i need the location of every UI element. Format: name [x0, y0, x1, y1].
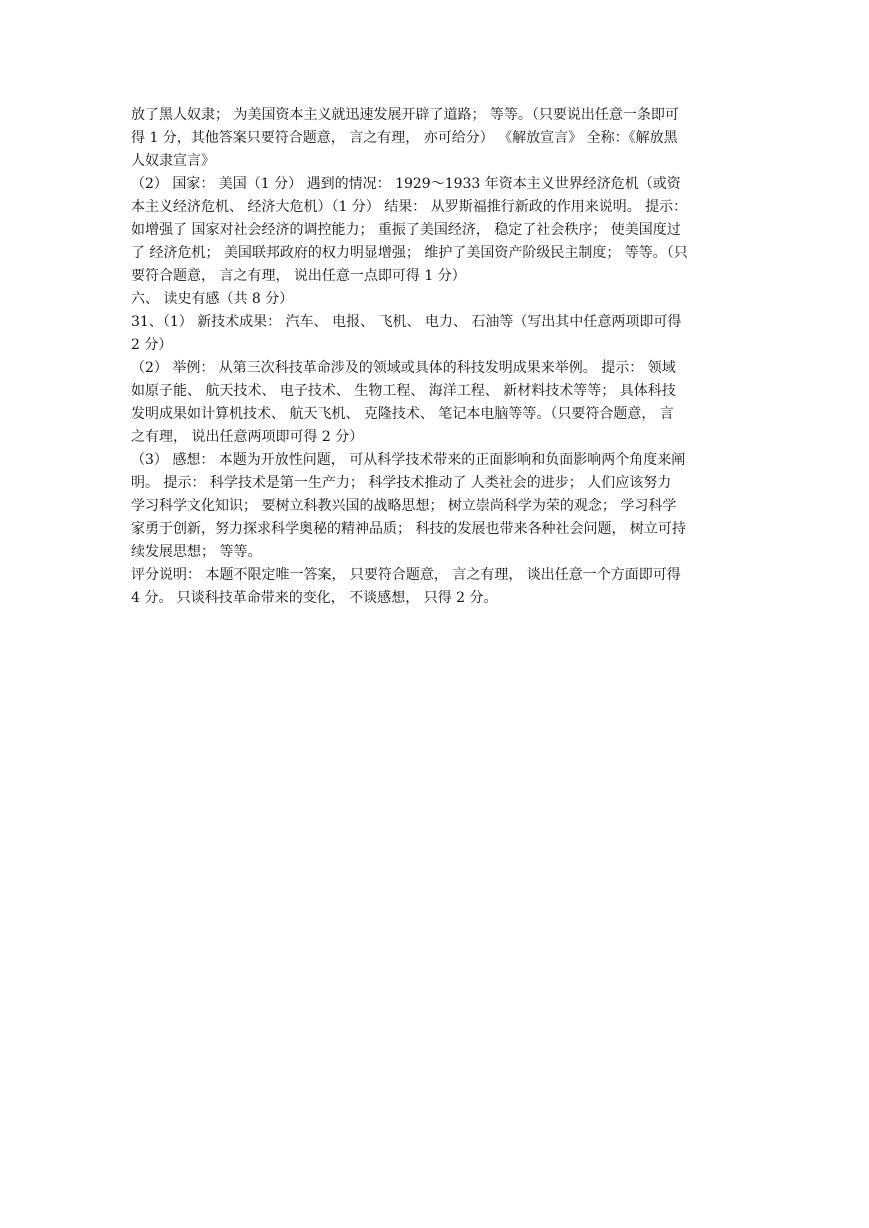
text-line: （2） 国家： 美国（1 分） 遇到的情况： 1929～1933 年资本主义世界经济危机（或资	[131, 176, 681, 192]
text-line: 31、（1） 新技术成果： 汽车、 电报、 飞机、 电力、 石油等（写出其中任意两项即可得	[131, 314, 682, 330]
text-line: （2） 举例： 从第三次科技革命涉及的领域或具体的科技发明成果来举例。 提示： 领域	[131, 360, 676, 376]
text-line: 2 分）	[131, 337, 173, 353]
text-line: 如原子能、 航天技术、 电子技术、 生物工程、 海洋工程、 新材料技术等等； 具体科技	[131, 383, 676, 399]
text-line: 了 经济危机； 美国联邦政府的权力明显增强； 维护了美国资产阶级民主制度； 等等。（只	[131, 245, 688, 261]
text-line: 得 1 分，其他答案只要符合题意， 言之有理， 亦可给分） 《解放宣言》 全称：《解放黑	[131, 130, 678, 146]
text-line: 如增强了 国家对社会经济的调控能力； 重振了美国经济， 稳定了社会秩序； 使美国度过	[131, 222, 681, 238]
text-line: 学习科学文化知识； 要树立科教兴国的战略思想； 树立崇尚科学为荣的观念； 学习科学	[131, 498, 677, 514]
text-line: 要符合题意， 言之有理， 说出任意一点即可得 1 分）	[131, 268, 466, 284]
text-line: 本主义经济危机、 经济大危机）（1 分） 结果： 从罗斯福推行新政的作用来说明。 提示：	[131, 199, 688, 215]
text-line: 发明成果如计算机技术、 航天飞机、 克隆技术、 笔记本电脑等等。（只要符合题意， 言	[131, 406, 674, 422]
text-line: 明。 提示： 科学技术是第一生产力； 科学技术推动了 人类社会的进步； 人们应该努力	[131, 475, 672, 491]
scoring-note-line: 评分说明： 本题不限定唯一答案， 只要符合题意， 言之有理， 谈出任意一个方面即可得	[131, 567, 681, 583]
text-line: 之有理， 说出任意两项即可得 2 分）	[131, 429, 364, 445]
section-heading: 六、 读史有感（共 8 分）	[131, 291, 294, 307]
scoring-note-line: 4 分。 只谈科技革命带来的变化， 不谈感想， 只得 2 分。	[131, 590, 498, 606]
text-line: （3） 感想： 本题为开放性问题， 可从科学技术带来的正面影响和负面影响两个角度来阐	[131, 452, 686, 468]
answer-text-block	[131, 104, 739, 610]
text-line: 放了黑人奴隶； 为美国资本主义就迅速发展开辟了道路； 等等。（只要说出任意一条即可	[131, 107, 679, 123]
text-line: 家勇于创新，努力探求科学奥秘的精神品质； 科技的发展也带来各种社会问题， 树立可持	[131, 521, 686, 537]
text-line: 续发展思想； 等等。	[131, 544, 262, 560]
text-line: 人奴隶宣言》	[131, 153, 215, 169]
